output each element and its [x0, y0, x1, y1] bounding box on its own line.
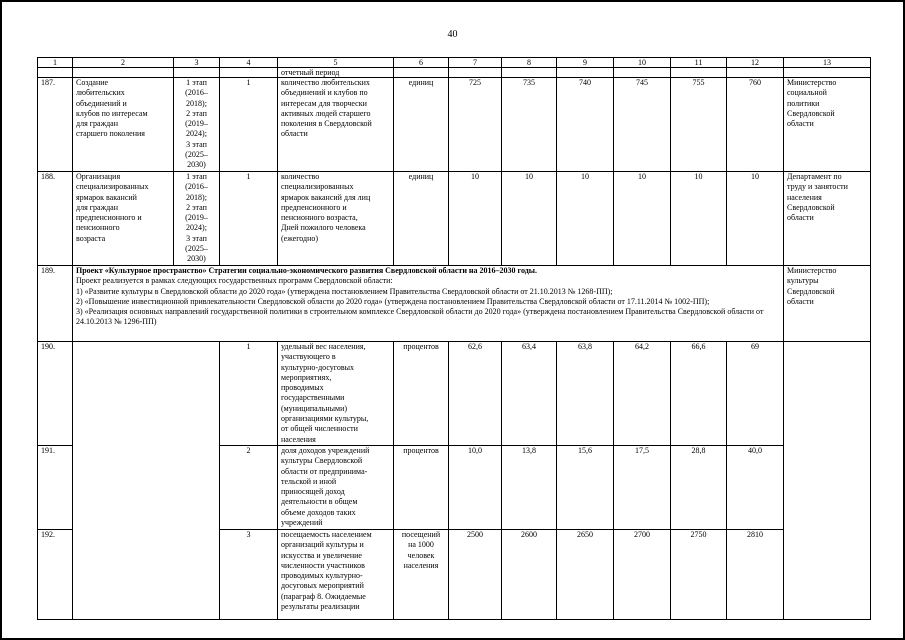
project-line: Проект реализуется в рамках следующих государственных программ Свердловской области:	[76, 276, 393, 286]
col-header: 12	[727, 58, 784, 68]
row-number: 190.	[38, 342, 73, 446]
project-line: 2) «Повышение инвестиционной привлекательности Свердловской области до 2020 года» (утверждена постановлением Правительства Свердловской области от 17.11.2014 № 1002-ПП);	[76, 296, 710, 306]
indicators-table	[37, 57, 871, 620]
goal-number: 3	[220, 530, 278, 620]
value-cell: 2500	[449, 530, 502, 620]
continuation-row	[38, 68, 871, 78]
value-cell: 66,6	[671, 342, 727, 446]
event-name: Организация специализированных ярмарок вакансий для граждан предпенсионного и пенсионного возраста	[73, 172, 174, 266]
value-cell: 10	[557, 172, 614, 266]
goal-number: 1	[220, 78, 278, 172]
stages: 1 этап (2016– 2018); 2 этап (2019– 2024); 3 этап (2025– 2030)	[174, 172, 220, 266]
value-cell: 745	[614, 78, 671, 172]
row-number: 188.	[38, 172, 73, 266]
row-number: 187.	[38, 78, 73, 172]
goal-number: 1	[220, 342, 278, 446]
scan-border-left	[0, 0, 2, 640]
col-header: 8	[502, 58, 557, 68]
scan-border-top	[0, 0, 905, 2]
empty-cell	[73, 530, 220, 620]
value-cell: 28,8	[671, 446, 727, 530]
col-header: 9	[557, 58, 614, 68]
value-cell: 17,5	[614, 446, 671, 530]
value-cell: 10	[502, 172, 557, 266]
unit: единиц	[394, 78, 449, 172]
value-cell: 64,2	[614, 342, 671, 446]
value-cell: 10	[614, 172, 671, 266]
col-header: 4	[220, 58, 278, 68]
indicator-name: количество любительских объединений и клубов по интересам для творчески активных людей старшего поколения в Свердловской области	[278, 78, 394, 172]
value-cell: 2600	[502, 530, 557, 620]
responsible-agency: Департамент по труду и занятости населения Свердловской области	[784, 172, 871, 266]
goal-number: 1	[220, 172, 278, 266]
row-number: 191.	[38, 446, 73, 530]
col-header: 2	[73, 58, 174, 68]
table-row	[38, 78, 871, 172]
col-header: 10	[614, 58, 671, 68]
responsible-agency: Министерство культуры Свердловской области	[784, 266, 871, 342]
value-cell: 40,0	[727, 446, 784, 530]
project-description	[73, 266, 784, 342]
indicator-name: удельный вес населения, участвующего в культурно-досуговых мероприятиях, проводимых государственными (муниципальными) организациями культуры, от общей численности населения	[278, 342, 394, 446]
value-cell: 755	[671, 78, 727, 172]
project-line: 1) «Развитие культуры в Свердловской области до 2020 года» (утверждена постановлением Правительства Свердловской области от 21.10.2013 № 1268-ПП);	[76, 286, 613, 296]
value-cell: 10,0	[449, 446, 502, 530]
column-number-row	[38, 58, 871, 68]
unit: единиц	[394, 172, 449, 266]
page-number: 40	[447, 29, 458, 40]
continued-indicator-text: отчетный период	[278, 68, 394, 78]
value-cell: 760	[727, 78, 784, 172]
value-cell: 63,4	[502, 342, 557, 446]
table-row	[38, 530, 871, 620]
value-cell: 2810	[727, 530, 784, 620]
value-cell: 10	[727, 172, 784, 266]
empty-cell	[73, 446, 220, 530]
empty-cell	[784, 530, 871, 620]
goal-number: 2	[220, 446, 278, 530]
table-row	[38, 446, 871, 530]
value-cell: 62,6	[449, 342, 502, 446]
empty-cell	[784, 342, 871, 446]
indicator-name: посещаемость населением организаций культуры и искусства и увеличение численности участников проводимых культурно- досуговых мероприятий (параграф 8. Ожидаемые результаты реализации	[278, 530, 394, 620]
responsible-agency: Министерство социальной политики Свердловской области	[784, 78, 871, 172]
row-number: 189.	[38, 266, 73, 342]
row-number: 192.	[38, 530, 73, 620]
value-cell: 63,8	[557, 342, 614, 446]
col-header: 3	[174, 58, 220, 68]
table-row	[38, 342, 871, 446]
value-cell: 13,8	[502, 446, 557, 530]
value-cell: 740	[557, 78, 614, 172]
col-header: 5	[278, 58, 394, 68]
event-name: Создание любительских объединений и клубов по интересам для граждан старшего поколения	[73, 78, 174, 172]
stages: 1 этап (2016– 2018); 2 этап (2019– 2024); 3 этап (2025– 2030)	[174, 78, 220, 172]
indicator-name: количество специализированных ярмарок вакансий для лиц предпенсионного и пенсионного возраста, Дней пожилого человека (ежегодно)	[278, 172, 394, 266]
value-cell: 735	[502, 78, 557, 172]
col-header: 1	[38, 58, 73, 68]
value-cell: 15,6	[557, 446, 614, 530]
value-cell: 725	[449, 78, 502, 172]
value-cell: 10	[449, 172, 502, 266]
unit: процентов	[394, 342, 449, 446]
col-header: 13	[784, 58, 871, 68]
col-header: 6	[394, 58, 449, 68]
table-row	[38, 172, 871, 266]
empty-cell	[784, 446, 871, 530]
empty-cell	[73, 342, 220, 446]
value-cell: 69	[727, 342, 784, 446]
project-line: 3) «Реализация основных направлений государственной политики в строительном комплексе Свердловской области до 2020 года» (утверждена постановлением Правительства Свердловской области от 24.10.2013 № 1296-ПП)	[76, 307, 764, 327]
project-row	[38, 266, 871, 342]
unit: процентов	[394, 446, 449, 530]
value-cell: 2700	[614, 530, 671, 620]
indicator-name: доля доходов учреждений культуры Свердловской области от предпринима- тельской и иной приносящей доход деятельности в общем объеме доходов таких учреждений	[278, 446, 394, 530]
project-title: Проект «Культурное пространство» Стратегии социально-экономического развития Свердловской области на 2016–2030 годы.	[76, 266, 538, 275]
value-cell: 2650	[557, 530, 614, 620]
col-header: 11	[671, 58, 727, 68]
value-cell: 10	[671, 172, 727, 266]
unit: посещений на 1000 человек населения	[394, 530, 449, 620]
value-cell: 2750	[671, 530, 727, 620]
col-header: 7	[449, 58, 502, 68]
